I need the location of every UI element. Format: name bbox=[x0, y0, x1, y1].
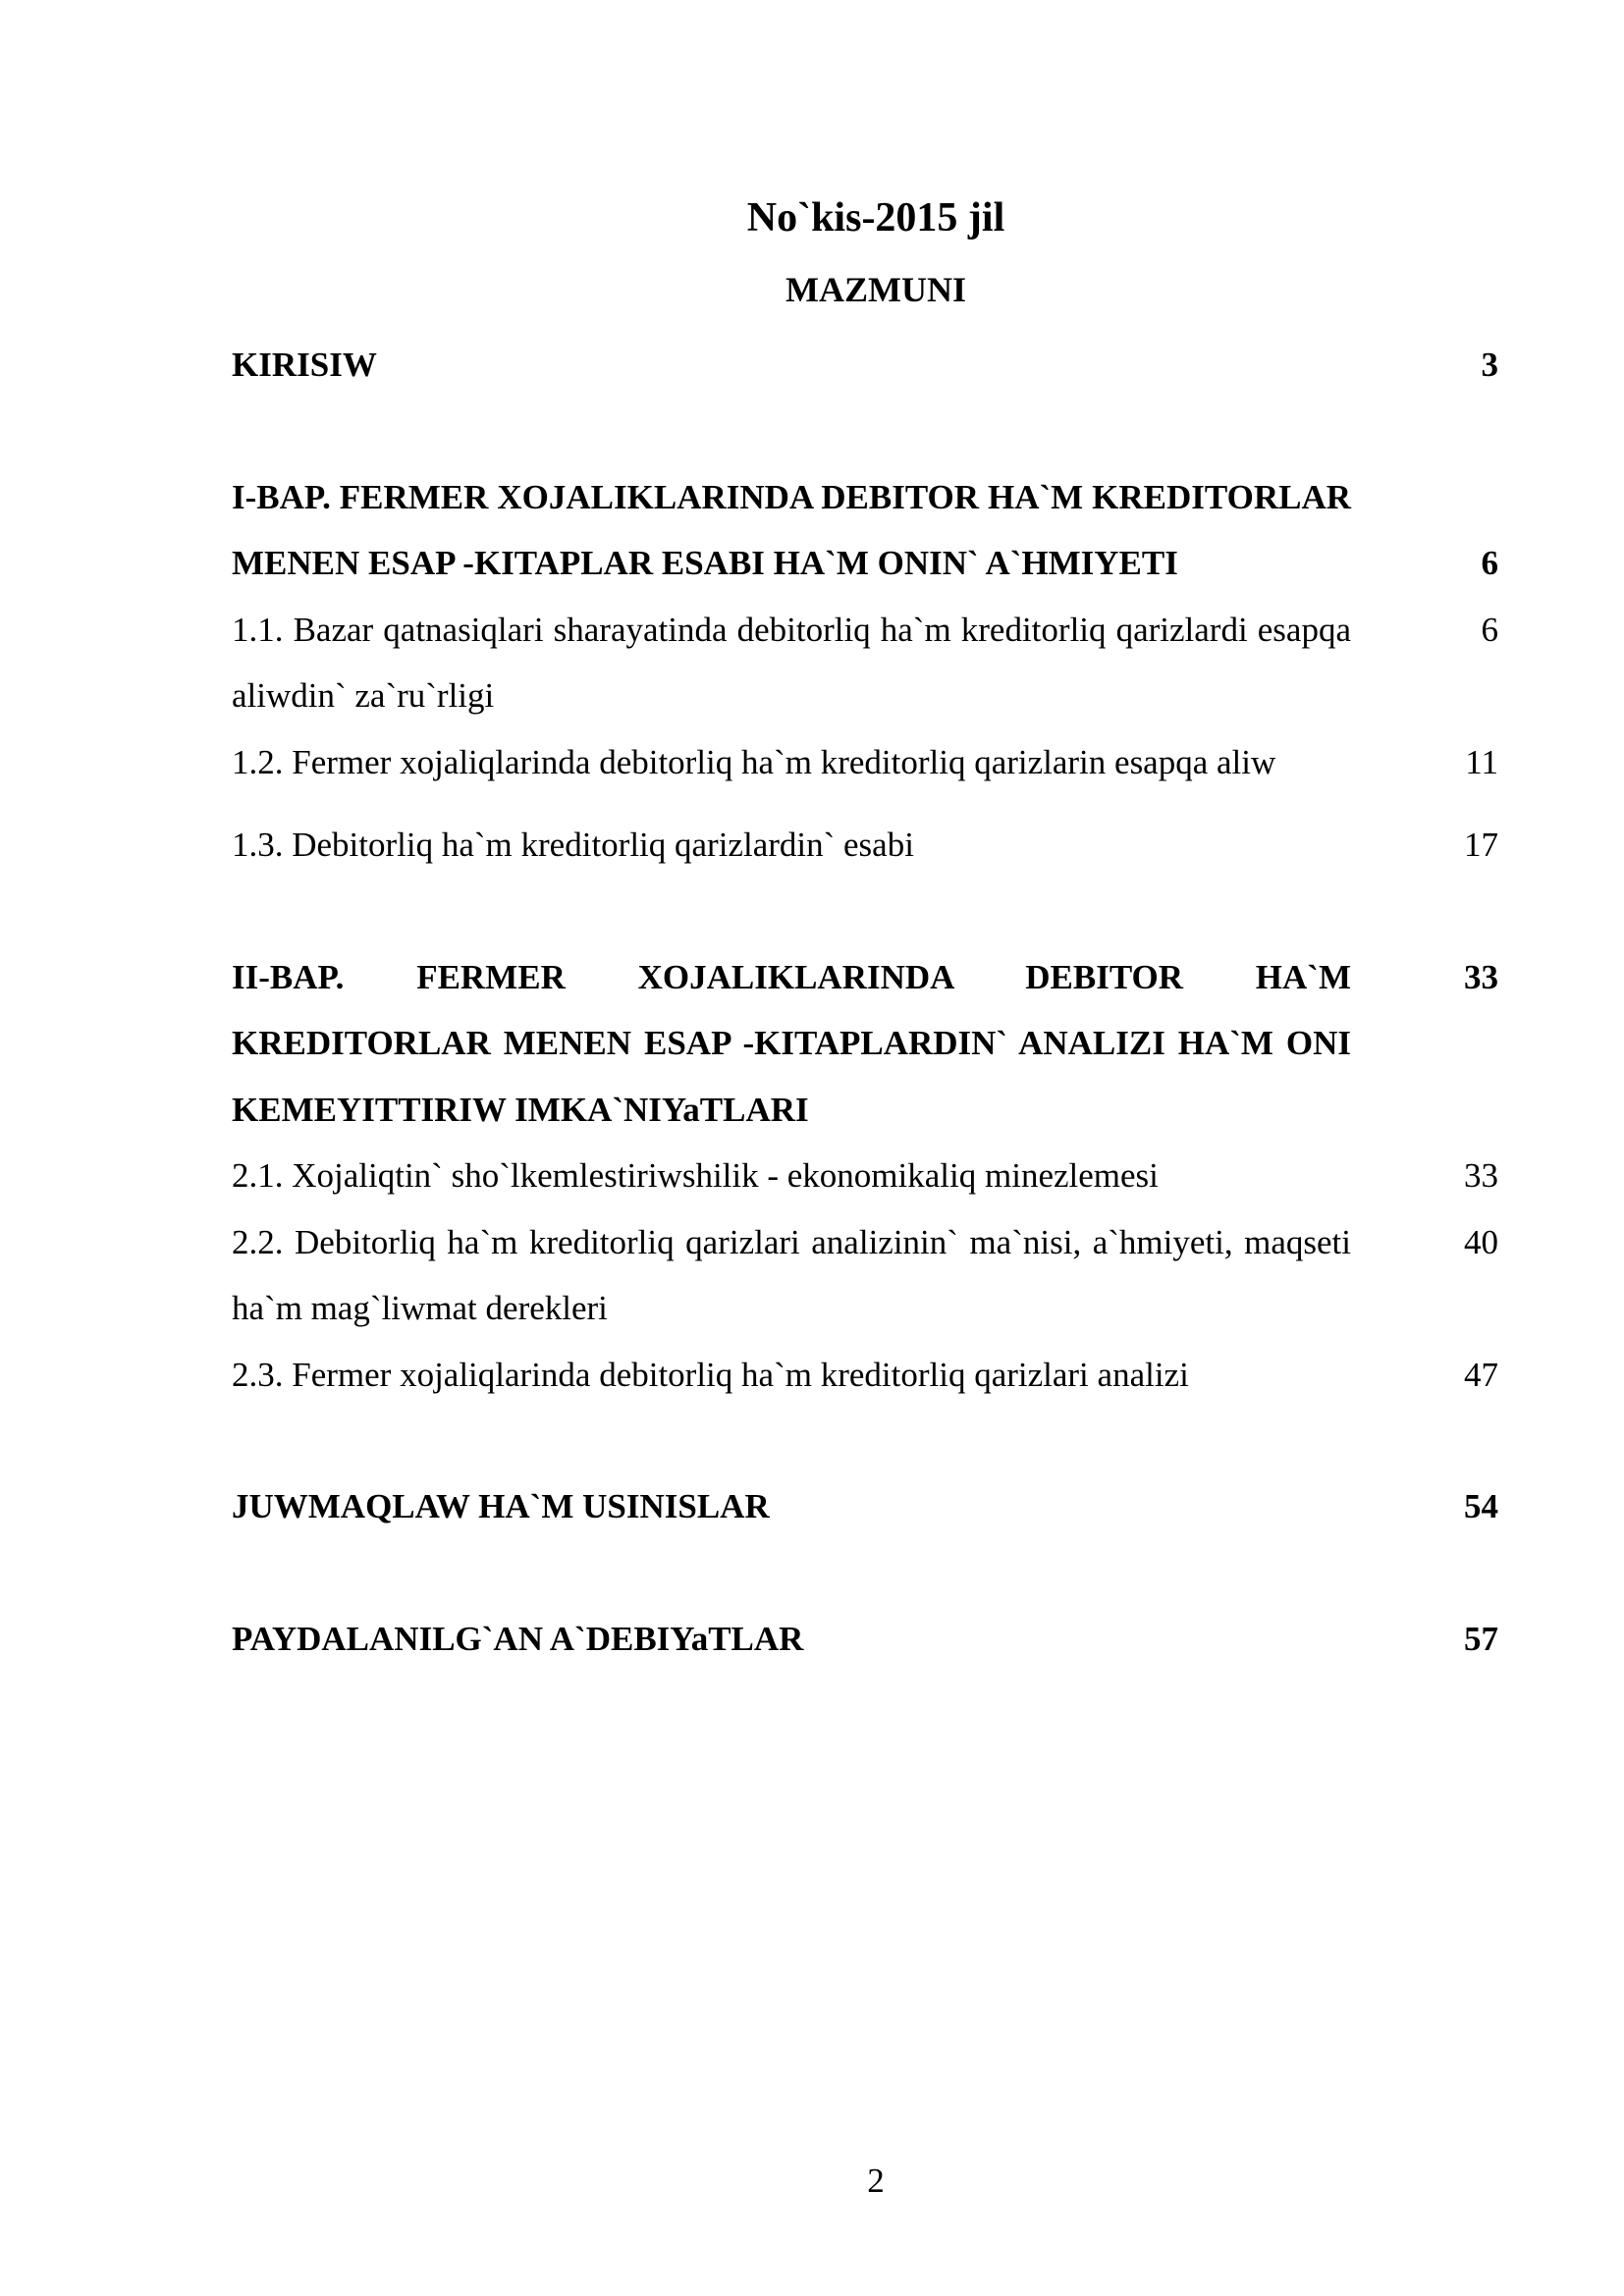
page-number: 2 bbox=[867, 2162, 885, 2200]
toc-entry-title: 2.3. Fermer xojaliqlarinda debitorliq ha`m kreditorliq qarizlari analizi bbox=[232, 1355, 1189, 1394]
toc-entry-page: 54 bbox=[1464, 1487, 1498, 1525]
spacer bbox=[232, 879, 1498, 944]
toc-entry-section-1-3[interactable] bbox=[232, 812, 1498, 879]
toc-entry-page: 40 bbox=[1464, 1222, 1498, 1261]
toc-entry-page: 11 bbox=[1465, 742, 1498, 781]
toc-entry-section-2-2[interactable] bbox=[232, 1209, 1498, 1342]
toc-entry-title: PAYDALANILG`AN A`DEBIYaTLAR bbox=[232, 1619, 804, 1658]
spacer bbox=[232, 1408, 1498, 1473]
toc-entry-section-1-1[interactable] bbox=[232, 597, 1498, 729]
toc-entry-section-1-2[interactable] bbox=[232, 729, 1498, 796]
toc-entry-page: 33 bbox=[1464, 1156, 1498, 1195]
city-year-title: No`kis-2015 jil bbox=[746, 195, 1005, 240]
toc-entry-title: I-BAP. FERMER XOJALIKLARINDA DEBITOR HA`M KREDITORLAR MENEN ESAP -KITAPLAR ESABI HA`M ONIN` A`HMIYETI bbox=[232, 477, 1351, 582]
table-of-contents bbox=[232, 332, 1498, 1672]
toc-entry-page: 33 bbox=[1464, 957, 1498, 996]
spacer bbox=[232, 1540, 1498, 1606]
toc-entry-page: 6 bbox=[1481, 610, 1498, 649]
toc-entry-title: JUWMAQLAW HA`M USINISLAR bbox=[232, 1487, 770, 1525]
toc-entry-chapter2[interactable] bbox=[232, 944, 1498, 1144]
toc-entry-title: 1.2. Fermer xojaliqlarinda debitorliq ha`m kreditorliq qarizlarin esapqa aliw bbox=[232, 742, 1276, 781]
toc-entry-title: 1.1. Bazar qatnasiqlari sharayatinda debitorliq ha`m kreditorliq qarizlardi esapqa aliwdin` za`ru`rligi bbox=[232, 610, 1351, 715]
toc-entry-page: 47 bbox=[1464, 1355, 1498, 1394]
toc-entry-title: II-BAP. FERMER XOJALIKLARINDA DEBITOR HA`M KREDITORLAR MENEN ESAP -KITAPLARDIN` ANALIZI HA`M ONI KEMEYITTIRIW IMKA`NIYaTLARI bbox=[232, 957, 1351, 1129]
spacer bbox=[232, 399, 1498, 464]
toc-entry-intro[interactable] bbox=[232, 332, 1498, 399]
toc-entry-title: KIRISIW bbox=[232, 346, 377, 384]
toc-entry-section-2-1[interactable] bbox=[232, 1143, 1498, 1209]
toc-entry-title: 2.1. Xojaliqtin` sho`lkemlestiriwshilik - ekonomikaliq minezlemesi bbox=[232, 1156, 1159, 1195]
toc-entry-section-2-3[interactable] bbox=[232, 1342, 1498, 1409]
toc-entry-title: 1.3. Debitorliq ha`m kreditorliq qarizlardin` esabi bbox=[232, 826, 914, 864]
toc-entry-page: 17 bbox=[1464, 826, 1498, 864]
toc-heading: MAZMUNI bbox=[785, 270, 966, 309]
toc-entry-title: 2.2. Debitorliq ha`m kreditorliq qarizlari analizinin` ma`nisi, a`hmiyeti, maqseti ha`m mag`liwmat derekleri bbox=[232, 1222, 1351, 1327]
toc-entry-conclusion[interactable] bbox=[232, 1473, 1498, 1540]
toc-entry-references[interactable] bbox=[232, 1606, 1498, 1673]
spacer bbox=[232, 795, 1498, 812]
toc-entry-page: 6 bbox=[1481, 544, 1498, 582]
toc-entry-chapter1[interactable] bbox=[232, 464, 1498, 597]
toc-entry-page: 57 bbox=[1464, 1619, 1498, 1658]
toc-entry-page: 3 bbox=[1481, 346, 1498, 384]
